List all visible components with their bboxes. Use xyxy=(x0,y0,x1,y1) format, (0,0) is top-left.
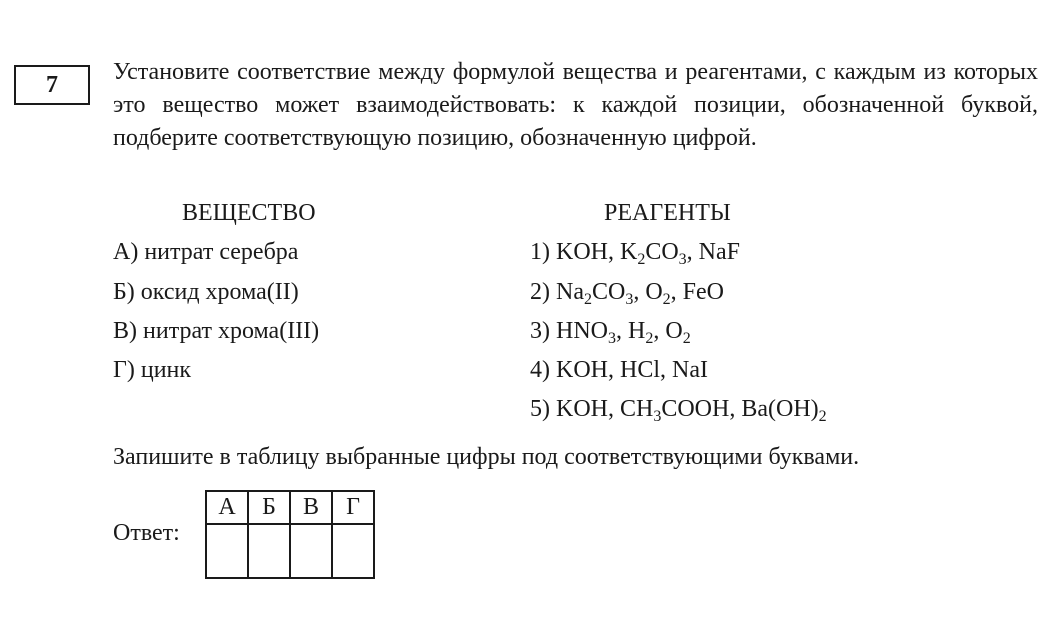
reagent-text: 4) KOH, HCl, NaI xyxy=(530,357,708,383)
reagent-text: 5) KOH, CH xyxy=(530,396,654,422)
task-text: Установите соответствие между формулой вещества и реагентами, с каждым из которых это вещество может взаимодействовать: к каждой позиции, обозначенной буквой, подберите соответствующую позицию, обозначенную цифрой. xyxy=(113,59,1038,151)
reagent-text: , O xyxy=(633,279,663,305)
subscript: 2 xyxy=(818,408,827,425)
reagent-item xyxy=(530,239,740,266)
reagent-text: COOH, Ba(OH) xyxy=(661,396,819,422)
subscript: 2 xyxy=(637,251,646,268)
reagent-text: CO xyxy=(645,239,679,265)
subscript: 3 xyxy=(608,330,616,347)
substance-header: ВЕЩЕСТВО xyxy=(182,200,316,226)
reagent-header: РЕАГЕНТЫ xyxy=(604,200,731,226)
subscript: 2 xyxy=(662,291,671,308)
subscript: 2 xyxy=(583,291,592,308)
substance-item: Г) цинк xyxy=(113,357,192,383)
answer-cell[interactable] xyxy=(290,524,332,578)
subscript: 3 xyxy=(653,408,662,425)
reagent-text: , O xyxy=(653,318,683,344)
reagent-text: , NaF xyxy=(686,239,741,265)
subscript: 2 xyxy=(682,330,691,347)
substance-item: В) нитрат хрома(III) xyxy=(113,318,320,344)
substance-item: А) нитрат серебра xyxy=(113,239,299,265)
reagent-text: 2) Na xyxy=(530,279,584,305)
subscript: 3 xyxy=(678,251,687,268)
reagent-item xyxy=(530,279,724,306)
answer-cell[interactable] xyxy=(332,524,374,578)
task-number-box xyxy=(14,65,90,105)
subscript: 3 xyxy=(625,291,634,308)
reagent-item xyxy=(530,318,691,345)
substance-item: Б) оксид хрома(II) xyxy=(113,279,299,305)
reagent-text: , H xyxy=(616,318,646,344)
answer-table xyxy=(205,490,375,579)
reagent-text: CO xyxy=(591,279,626,305)
instruction-text: Запишите в таблицу выбранные цифры под соответствующими буквами. xyxy=(113,444,860,470)
reagent-item xyxy=(530,357,708,384)
answer-label: Ответ: xyxy=(113,520,180,546)
answer-column-header: В xyxy=(290,491,332,524)
subscript: 2 xyxy=(645,330,654,347)
reagent-text: , FeO xyxy=(670,279,725,305)
answer-cell[interactable] xyxy=(206,524,248,578)
reagent-text: 3) HNO xyxy=(530,318,608,344)
task-number: 7 xyxy=(46,71,58,98)
reagent-text: 1) KOH, K xyxy=(530,239,638,265)
answer-column-header: Г xyxy=(332,491,374,524)
answer-cell[interactable] xyxy=(248,524,290,578)
answer-column-header: Б xyxy=(248,491,290,524)
answer-column-header: А xyxy=(206,491,248,524)
reagent-item xyxy=(530,396,827,423)
